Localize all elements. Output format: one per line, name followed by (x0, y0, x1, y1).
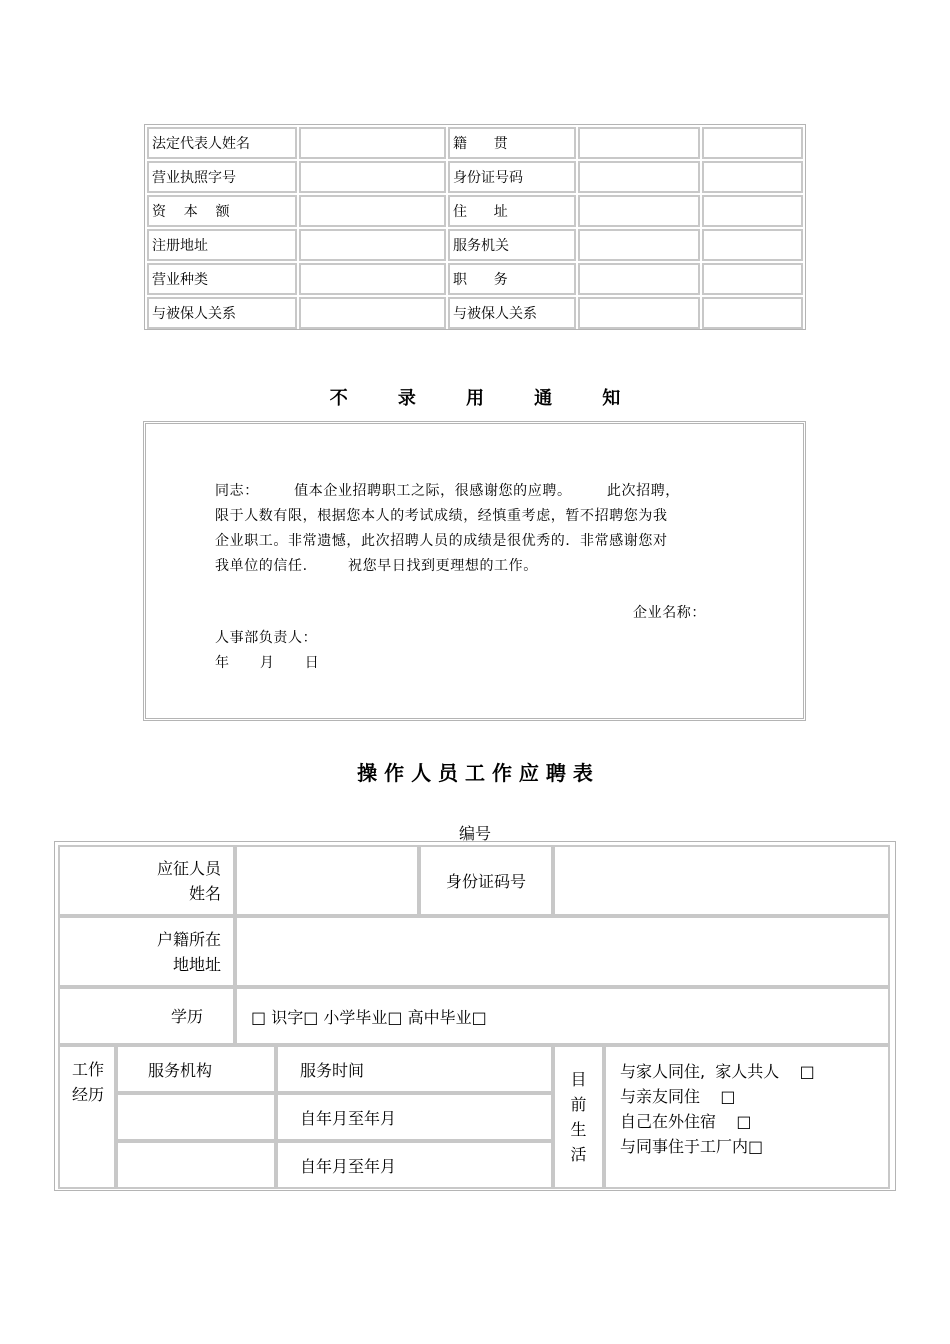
form-number-label: 编号 (458, 824, 491, 843)
table-cell-label: 营业种类 (147, 263, 297, 295)
work-history-label: 工作 经历 (58, 1045, 116, 1189)
table-cell-value[interactable] (578, 263, 700, 295)
service-org-field[interactable] (116, 1141, 276, 1189)
table-cell-value[interactable] (702, 297, 803, 329)
service-time-label: 服务时间 (276, 1045, 553, 1093)
table-cell-value[interactable] (702, 195, 803, 227)
education-options[interactable]: □ 识字□ 小学毕业□ 高中毕业□ (235, 987, 890, 1045)
notice-line: 限于人数有限，根据您本人的考试成绩，经慎重考虑，暂不招聘您为我 (215, 508, 668, 524)
table-cell-value[interactable] (299, 297, 446, 329)
service-org-field[interactable] (116, 1093, 276, 1141)
service-org-label: 服务机构 (116, 1045, 276, 1093)
notice-line: 我单位的信任. 祝您早日找到更理想的工作。 (215, 558, 538, 574)
table-cell-value[interactable] (299, 229, 446, 261)
service-period-field[interactable]: 自年月至年月 (276, 1141, 553, 1189)
table-cell-label: 法定代表人姓名 (147, 127, 297, 159)
table-cell-value[interactable] (299, 127, 446, 159)
id-number-field[interactable] (553, 845, 890, 916)
form-title: 操 作 人 员 工 作 应 聘 表 (357, 761, 593, 785)
table-cell-label: 身份证号码 (448, 161, 576, 193)
address-field[interactable] (235, 916, 890, 987)
notice-line: 同志： 值本企业招聘职工之际，很感谢您的应聘。 此次招聘， (215, 483, 680, 499)
table-cell-label: 资 本 额 (147, 195, 297, 227)
living-option[interactable]: 与家人同住, 家人共人 □ (620, 1062, 815, 1081)
table-cell-label: 营业执照字号 (147, 161, 297, 193)
address-label: 户籍所在 地地址 (58, 916, 235, 987)
table-cell-value[interactable] (702, 229, 803, 261)
table-cell-value[interactable] (578, 195, 700, 227)
table-cell-label: 与被保人关系 (448, 297, 576, 329)
id-number-label: 身份证码号 (419, 845, 553, 916)
hr-head-label: 人事部负责人： (215, 630, 318, 646)
table-cell-label: 服务机关 (448, 229, 576, 261)
table-cell-value[interactable] (299, 263, 446, 295)
living-situation-options (604, 1045, 890, 1189)
table-cell-label: 与被保人关系 (147, 297, 297, 329)
table-cell-value[interactable] (702, 161, 803, 193)
notice-title: 不 录 用 通 知 (329, 388, 621, 409)
date-label: 年 月 日 (215, 655, 320, 671)
table-cell-value[interactable] (299, 195, 446, 227)
applicant-name-field[interactable] (235, 845, 419, 916)
table-cell-value[interactable] (299, 161, 446, 193)
living-option[interactable]: 自己在外住宿 □ (620, 1112, 752, 1131)
table-cell-label: 注册地址 (147, 229, 297, 261)
living-situation-label: 目 前 生 活 (553, 1045, 604, 1189)
service-period-field[interactable]: 自年月至年月 (276, 1093, 553, 1141)
notice-line: 企业职工。非常遗憾，此次招聘人员的成绩是很优秀的．非常感谢您对 (215, 533, 668, 549)
table-cell-value[interactable] (578, 127, 700, 159)
living-option[interactable]: 与亲友同住 □ (620, 1087, 736, 1106)
education-label: 学历 (58, 987, 235, 1045)
application-form-table (54, 841, 896, 1191)
table-cell-label: 住 址 (448, 195, 576, 227)
notice-box (143, 421, 806, 721)
applicant-name-label: 应征人员 姓名 (58, 845, 235, 916)
table-cell-label: 籍 贯 (448, 127, 576, 159)
table-cell-value[interactable] (578, 161, 700, 193)
company-info-table (144, 124, 806, 330)
table-cell-value[interactable] (578, 229, 700, 261)
company-name-label: 企业名称： (633, 605, 706, 621)
table-cell-value[interactable] (578, 297, 700, 329)
table-cell-value[interactable] (702, 127, 803, 159)
living-option[interactable]: 与同事住于工厂内□ (620, 1137, 764, 1156)
table-cell-value[interactable] (702, 263, 803, 295)
table-cell-label: 职 务 (448, 263, 576, 295)
